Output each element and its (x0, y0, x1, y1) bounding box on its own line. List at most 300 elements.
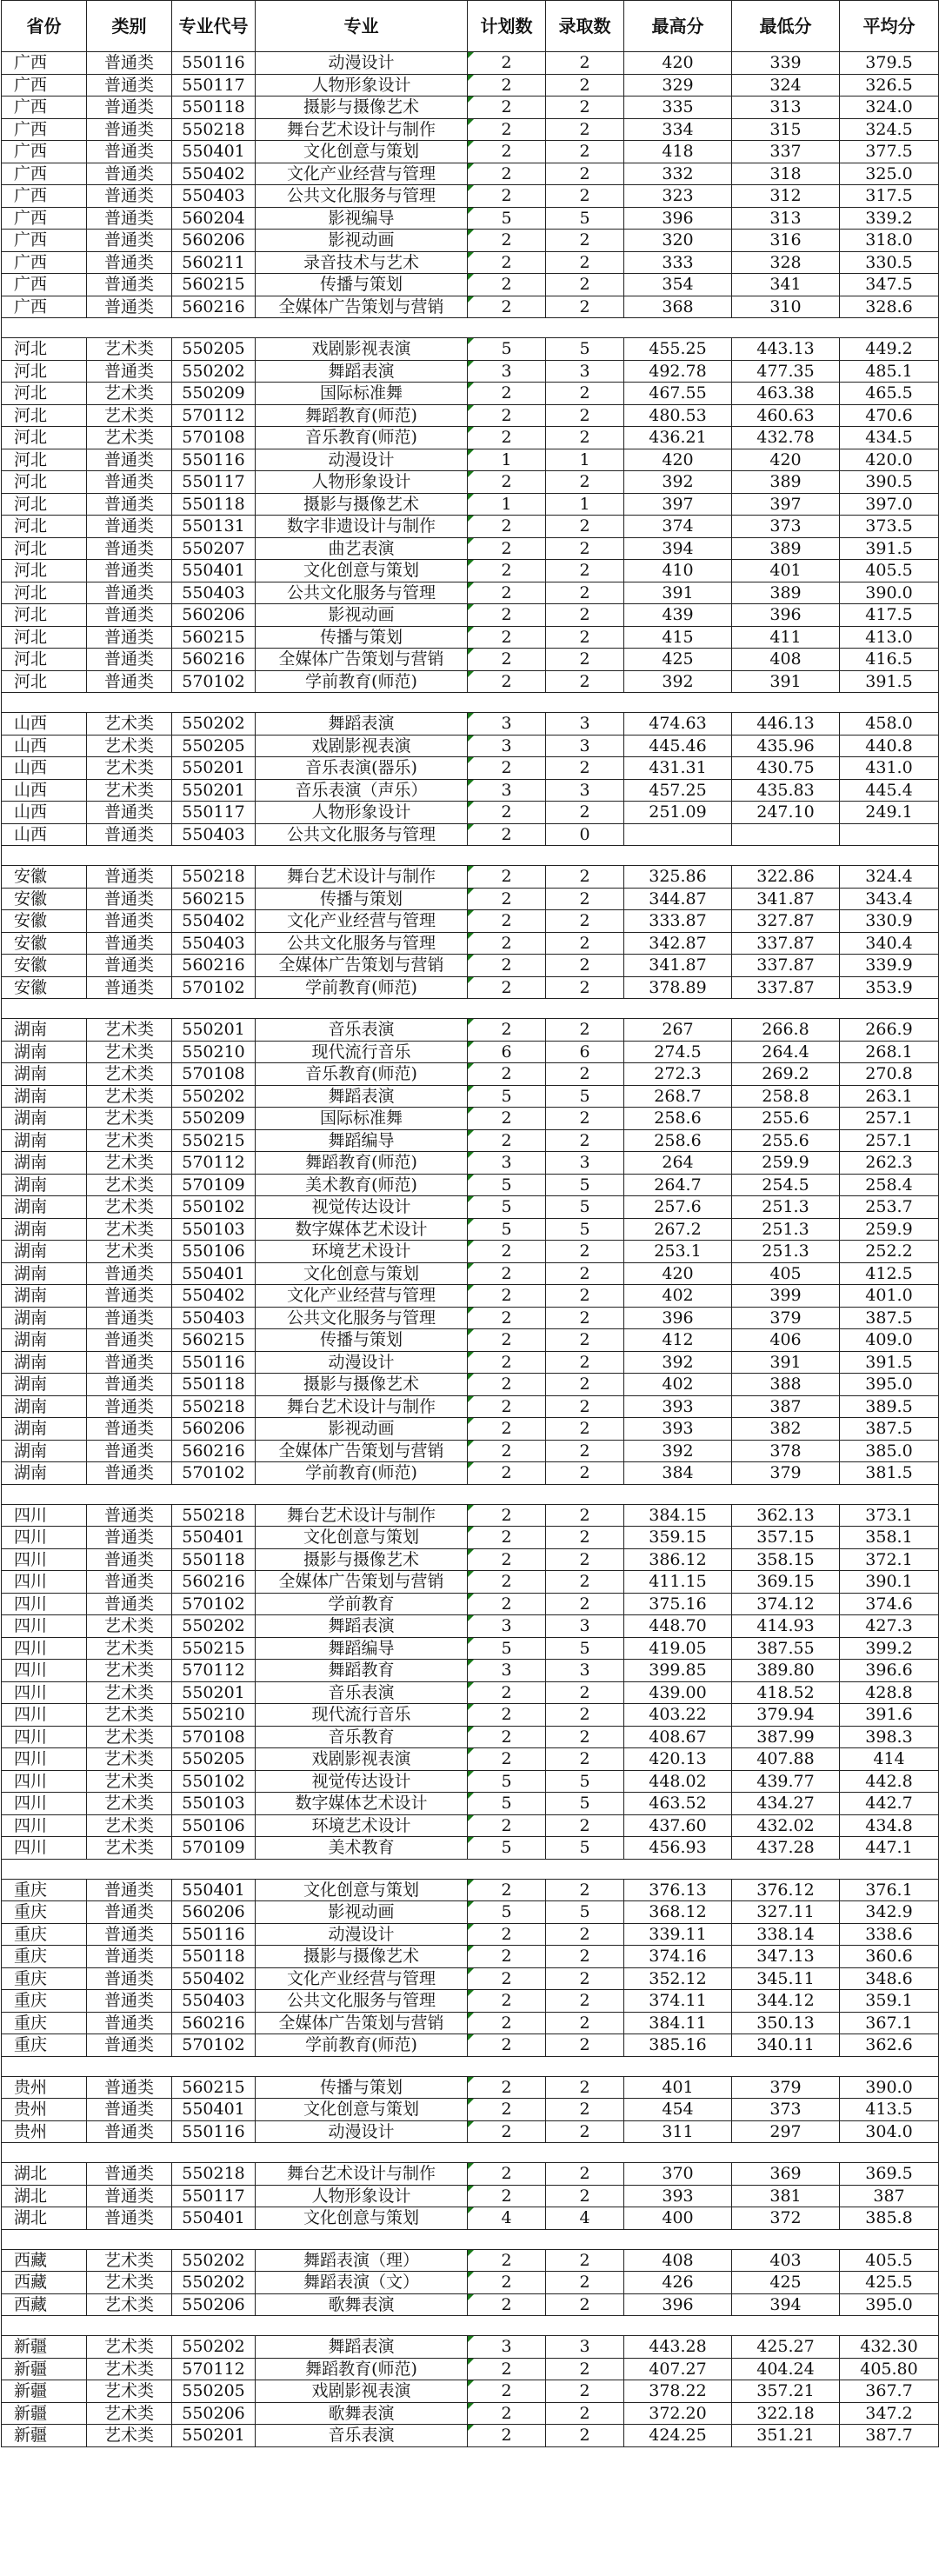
separator-cell (840, 2229, 939, 2249)
table-row (2, 582, 939, 604)
admit-count-cell: 2 (546, 1748, 624, 1771)
plan-count-cell: 2 (468, 383, 546, 405)
table-row (2, 866, 939, 889)
province-cell: 山西 (2, 779, 87, 802)
major-cell: 传播与策划 (256, 274, 468, 296)
avg-score-cell: 360.6 (840, 1946, 939, 1968)
avg-score-cell: 257.1 (840, 1129, 939, 1152)
province-cell: 新疆 (2, 2336, 87, 2359)
major-cell: 学前教育 (256, 1593, 468, 1615)
admit-count-cell: 2 (546, 1285, 624, 1308)
major-cell: 摄影与摄像艺术 (256, 1374, 468, 1396)
major-cell: 全媒体广告策划与营销 (256, 955, 468, 977)
major-cell: 音乐表演 (256, 2425, 468, 2447)
group-separator (2, 846, 939, 866)
min-score-cell: 373 (732, 516, 840, 538)
province-cell: 西藏 (2, 2249, 87, 2272)
category-cell: 艺术类 (87, 1814, 172, 1837)
category-cell: 普通类 (87, 1571, 172, 1594)
admit-count-cell: 2 (546, 163, 624, 185)
province-cell: 新疆 (2, 2402, 87, 2425)
category-cell: 艺术类 (87, 757, 172, 780)
separator-cell (732, 318, 840, 338)
major-code-cell: 550207 (172, 537, 256, 560)
major-cell: 音乐教育 (256, 1726, 468, 1748)
major-cell: 文化创意与策划 (256, 560, 468, 582)
separator-cell (172, 846, 256, 866)
max-score-cell: 267.2 (624, 1218, 732, 1241)
max-score-cell: 384.15 (624, 1504, 732, 1527)
plan-count-cell: 5 (468, 1196, 546, 1219)
admit-count-cell: 2 (546, 2272, 624, 2294)
min-score-cell: 251.3 (732, 1218, 840, 1241)
admit-count-cell: 2 (546, 670, 624, 693)
category-cell: 普通类 (87, 1923, 172, 1946)
major-code-cell: 560215 (172, 274, 256, 296)
category-cell: 普通类 (87, 1395, 172, 1418)
avg-score-cell: 470.6 (840, 404, 939, 427)
separator-cell (2, 1484, 87, 1504)
table-row (2, 230, 939, 252)
admit-count-cell: 2 (546, 2185, 624, 2207)
separator-cell (546, 2316, 624, 2336)
major-code-cell: 550201 (172, 757, 256, 780)
plan-count-cell: 2 (468, 2272, 546, 2294)
avg-score-cell: 330.9 (840, 910, 939, 933)
plan-count-cell: 2 (468, 976, 546, 999)
table-row (2, 1152, 939, 1175)
plan-count-cell: 2 (468, 1726, 546, 1748)
category-cell: 普通类 (87, 2012, 172, 2034)
plan-count-cell: 2 (468, 2099, 546, 2121)
category-cell: 普通类 (87, 185, 172, 208)
plan-count-cell: 2 (468, 1879, 546, 1901)
avg-score-cell: 353.9 (840, 976, 939, 999)
avg-score-cell: 401.0 (840, 1285, 939, 1308)
admit-count-cell: 2 (546, 52, 624, 75)
table-row (2, 1262, 939, 1285)
province-cell: 重庆 (2, 1946, 87, 1968)
max-score-cell: 396 (624, 2293, 732, 2316)
major-code-cell: 550102 (172, 1770, 256, 1793)
major-cell: 文化创意与策划 (256, 1879, 468, 1901)
table-row (2, 1923, 939, 1946)
separator-cell (840, 1484, 939, 1504)
separator-cell (840, 2056, 939, 2076)
table-row (2, 1990, 939, 2013)
avg-score-cell: 449.2 (840, 338, 939, 361)
major-code-cell: 560216 (172, 955, 256, 977)
province-cell: 河北 (2, 493, 87, 516)
separator-cell (87, 693, 172, 713)
min-score-cell: 388 (732, 1374, 840, 1396)
avg-score-cell: 266.9 (840, 1019, 939, 1042)
avg-score-cell: 385.8 (840, 2207, 939, 2230)
table-row (2, 1462, 939, 1485)
province-cell: 湖北 (2, 2163, 87, 2186)
max-score-cell: 368.12 (624, 1901, 732, 1924)
avg-score-cell: 268.1 (840, 1041, 939, 1063)
major-code-cell: 570102 (172, 1462, 256, 1485)
admit-count-cell: 2 (546, 1879, 624, 1901)
min-score-cell: 369 (732, 2163, 840, 2186)
max-score-cell: 437.60 (624, 1814, 732, 1837)
avg-score-cell: 405.5 (840, 2249, 939, 2272)
table-row (2, 802, 939, 824)
province-cell: 山西 (2, 823, 87, 846)
province-cell: 湖南 (2, 1174, 87, 1196)
province-cell: 四川 (2, 1660, 87, 1682)
province-cell: 四川 (2, 1681, 87, 1704)
province-cell: 新疆 (2, 2358, 87, 2380)
province-cell: 湖南 (2, 1440, 87, 1462)
max-score-cell: 400 (624, 2207, 732, 2230)
table-row (2, 910, 939, 933)
plan-count-cell: 2 (468, 1923, 546, 1946)
admit-count-cell: 3 (546, 735, 624, 757)
major-cell: 全媒体广告策划与营销 (256, 1571, 468, 1594)
category-cell: 艺术类 (87, 427, 172, 449)
separator-cell (87, 1484, 172, 1504)
major-cell: 音乐教育(师范) (256, 1063, 468, 1086)
major-code-cell: 550401 (172, 1527, 256, 1549)
major-code-cell: 550209 (172, 1108, 256, 1130)
admit-count-cell: 2 (546, 932, 624, 955)
max-score-cell: 445.46 (624, 735, 732, 757)
province-cell: 河北 (2, 582, 87, 604)
category-cell: 普通类 (87, 1418, 172, 1441)
max-score-cell: 492.78 (624, 360, 732, 383)
major-cell: 数字媒体艺术设计 (256, 1793, 468, 1815)
table-row (2, 74, 939, 97)
major-cell: 摄影与摄像艺术 (256, 1548, 468, 1571)
province-cell: 湖南 (2, 1218, 87, 1241)
avg-score-cell: 324.5 (840, 118, 939, 141)
admit-count-cell: 2 (546, 1814, 624, 1837)
separator-cell (256, 2229, 468, 2249)
major-code-cell: 560216 (172, 1571, 256, 1594)
category-cell: 普通类 (87, 207, 172, 230)
avg-score-cell: 347.5 (840, 274, 939, 296)
plan-count-cell: 2 (468, 670, 546, 693)
table-row (2, 1946, 939, 1968)
table-row (2, 2185, 939, 2207)
min-score-cell: 397 (732, 493, 840, 516)
major-cell: 音乐表演 (256, 1019, 468, 1042)
province-cell: 新疆 (2, 2425, 87, 2447)
admit-count-cell: 2 (546, 1726, 624, 1748)
min-score-cell: 340.11 (732, 2034, 840, 2057)
major-cell: 文化产业经营与管理 (256, 1285, 468, 1308)
avg-score-cell: 372.1 (840, 1548, 939, 1571)
max-score-cell: 375.16 (624, 1593, 732, 1615)
province-cell: 湖南 (2, 1262, 87, 1285)
major-cell: 影视动画 (256, 230, 468, 252)
major-code-cell: 550202 (172, 2249, 256, 2272)
category-cell: 普通类 (87, 449, 172, 471)
separator-cell (87, 999, 172, 1019)
admit-count-cell: 2 (546, 560, 624, 582)
province-cell: 山西 (2, 802, 87, 824)
min-score-cell: 344.12 (732, 1990, 840, 2013)
admit-count-cell: 2 (546, 1063, 624, 1086)
avg-score-cell: 252.2 (840, 1241, 939, 1263)
category-cell: 普通类 (87, 2163, 172, 2186)
province-cell: 河北 (2, 604, 87, 627)
major-code-cell: 550116 (172, 52, 256, 75)
avg-score-cell: 249.1 (840, 802, 939, 824)
plan-count-cell: 1 (468, 493, 546, 516)
group-separator (2, 2056, 939, 2076)
min-score-cell: 394 (732, 2293, 840, 2316)
plan-count-cell: 2 (468, 52, 546, 75)
max-score-cell: 368 (624, 296, 732, 318)
admit-count-cell: 2 (546, 516, 624, 538)
category-cell: 普通类 (87, 1440, 172, 1462)
min-score-cell: 255.6 (732, 1129, 840, 1152)
avg-score-cell: 367.1 (840, 2012, 939, 2034)
province-cell: 广西 (2, 97, 87, 119)
plan-count-cell: 2 (468, 1440, 546, 1462)
table-row (2, 2358, 939, 2380)
separator-cell (172, 2229, 256, 2249)
table-row (2, 493, 939, 516)
plan-count-cell: 2 (468, 604, 546, 627)
plan-count-cell: 2 (468, 823, 546, 846)
category-cell: 艺术类 (87, 1748, 172, 1771)
min-score-cell: 425.27 (732, 2336, 840, 2359)
category-cell: 普通类 (87, 2120, 172, 2143)
category-cell: 艺术类 (87, 1660, 172, 1682)
separator-cell (624, 1859, 732, 1879)
category-cell: 普通类 (87, 230, 172, 252)
max-score-cell: 393 (624, 1418, 732, 1441)
major-code-cell: 550401 (172, 1879, 256, 1901)
category-cell: 艺术类 (87, 2425, 172, 2447)
category-cell: 艺术类 (87, 2336, 172, 2359)
min-score-cell: 425 (732, 2272, 840, 2294)
table-row (2, 1218, 939, 1241)
max-score-cell: 374 (624, 516, 732, 538)
major-cell: 文化创意与策划 (256, 2207, 468, 2230)
avg-score-cell: 417.5 (840, 604, 939, 627)
min-score-cell: 341 (732, 274, 840, 296)
province-cell: 湖南 (2, 1307, 87, 1329)
max-score-cell: 420 (624, 449, 732, 471)
plan-count-cell: 2 (468, 251, 546, 274)
major-code-cell: 550218 (172, 1395, 256, 1418)
avg-score-cell: 342.9 (840, 1901, 939, 1924)
admit-count-cell: 2 (546, 582, 624, 604)
admit-count-cell: 2 (546, 1571, 624, 1594)
admit-count-cell: 2 (546, 2293, 624, 2316)
category-cell: 普通类 (87, 118, 172, 141)
major-cell: 舞台艺术设计与制作 (256, 1395, 468, 1418)
plan-count-cell: 5 (468, 1218, 546, 1241)
plan-count-cell: 2 (468, 537, 546, 560)
max-score-cell: 399.85 (624, 1660, 732, 1682)
major-cell: 舞台艺术设计与制作 (256, 866, 468, 889)
min-score-cell: 315 (732, 118, 840, 141)
major-code-cell: 570112 (172, 1660, 256, 1682)
category-cell: 普通类 (87, 141, 172, 163)
admit-count-cell: 5 (546, 1793, 624, 1815)
admit-count-cell: 2 (546, 1395, 624, 1418)
separator-cell (468, 999, 546, 1019)
province-cell: 湖南 (2, 1063, 87, 1086)
category-cell: 艺术类 (87, 1174, 172, 1196)
admit-count-cell: 2 (546, 404, 624, 427)
min-score-cell: 439.77 (732, 1770, 840, 1793)
max-score-cell: 420 (624, 1262, 732, 1285)
plan-count-cell: 2 (468, 230, 546, 252)
max-score-cell: 418 (624, 141, 732, 163)
major-cell: 影视动画 (256, 1418, 468, 1441)
admit-count-cell: 2 (546, 955, 624, 977)
province-cell: 河北 (2, 404, 87, 427)
max-score-cell: 426 (624, 2272, 732, 2294)
major-code-cell: 550205 (172, 2380, 256, 2403)
avg-score-cell: 434.5 (840, 427, 939, 449)
plan-count-cell: 2 (468, 1548, 546, 1571)
table-row (2, 560, 939, 582)
max-score-cell: 384 (624, 1462, 732, 1485)
category-cell: 艺术类 (87, 1615, 172, 1638)
major-code-cell: 560215 (172, 1329, 256, 1352)
category-cell: 艺术类 (87, 404, 172, 427)
major-code-cell: 550131 (172, 516, 256, 538)
max-score-cell: 474.63 (624, 713, 732, 736)
table-row (2, 251, 939, 274)
min-score-cell: 341.87 (732, 888, 840, 910)
separator-cell (172, 2316, 256, 2336)
min-score-cell: 387.99 (732, 1726, 840, 1748)
province-cell: 湖南 (2, 1129, 87, 1152)
table-row (2, 1329, 939, 1352)
plan-count-cell: 2 (468, 118, 546, 141)
province-cell: 湖南 (2, 1374, 87, 1396)
major-cell: 学前教育(师范) (256, 976, 468, 999)
major-code-cell: 550205 (172, 338, 256, 361)
major-cell: 文化创意与策划 (256, 1262, 468, 1285)
major-cell: 动漫设计 (256, 2120, 468, 2143)
avg-score-cell: 347.2 (840, 2402, 939, 2425)
table-row (2, 1440, 939, 1462)
min-score-cell: 339 (732, 52, 840, 75)
min-score-cell: 374.12 (732, 1593, 840, 1615)
major-code-cell: 550218 (172, 2163, 256, 2186)
province-cell: 河北 (2, 471, 87, 494)
major-cell: 人物形象设计 (256, 2185, 468, 2207)
plan-count-cell: 5 (468, 207, 546, 230)
table-row (2, 1174, 939, 1196)
separator-cell (2, 2143, 87, 2163)
plan-count-cell: 3 (468, 2336, 546, 2359)
province-cell: 河北 (2, 449, 87, 471)
major-cell: 舞蹈表演 (256, 713, 468, 736)
province-cell: 广西 (2, 185, 87, 208)
province-cell: 安徽 (2, 888, 87, 910)
table-row (2, 1704, 939, 1727)
separator-cell (172, 1859, 256, 1879)
min-score-cell: 432.02 (732, 1814, 840, 1837)
min-score-cell: 369.15 (732, 1571, 840, 1594)
admit-count-cell: 2 (546, 2034, 624, 2057)
separator-cell (624, 2143, 732, 2163)
admit-count-cell: 2 (546, 1593, 624, 1615)
min-score-cell: 324 (732, 74, 840, 97)
separator-cell (172, 318, 256, 338)
max-score-cell: 268.7 (624, 1085, 732, 1108)
table-row (2, 207, 939, 230)
avg-score-cell: 465.5 (840, 383, 939, 405)
major-cell: 国际标准舞 (256, 383, 468, 405)
category-cell: 普通类 (87, 2207, 172, 2230)
max-score-cell: 463.52 (624, 1793, 732, 1815)
major-code-cell: 550403 (172, 582, 256, 604)
province-cell: 广西 (2, 52, 87, 75)
separator-cell (468, 2143, 546, 2163)
separator-cell (840, 1859, 939, 1879)
separator-cell (468, 1484, 546, 1504)
major-code-cell: 550116 (172, 1923, 256, 1946)
admit-count-cell: 2 (546, 97, 624, 119)
province-cell: 四川 (2, 1814, 87, 1837)
max-score-cell: 392 (624, 471, 732, 494)
min-score-cell: 347.13 (732, 1946, 840, 1968)
province-cell: 四川 (2, 1770, 87, 1793)
min-score-cell: 477.35 (732, 360, 840, 383)
admit-count-cell: 2 (546, 1990, 624, 2013)
admit-count-cell: 2 (546, 1923, 624, 1946)
major-code-cell: 550103 (172, 1218, 256, 1241)
table-row (2, 2425, 939, 2447)
category-cell: 普通类 (87, 2099, 172, 2121)
category-cell: 艺术类 (87, 779, 172, 802)
major-code-cell: 550202 (172, 2272, 256, 2294)
admit-count-cell: 4 (546, 2207, 624, 2230)
separator-cell (732, 1484, 840, 1504)
separator-cell (256, 2056, 468, 2076)
major-code-cell: 550117 (172, 802, 256, 824)
plan-count-cell: 5 (468, 1837, 546, 1860)
plan-count-cell: 2 (468, 74, 546, 97)
table-row (2, 1395, 939, 1418)
min-score-cell: 379 (732, 2076, 840, 2099)
max-score-cell: 454 (624, 2099, 732, 2121)
min-score-cell: 463.38 (732, 383, 840, 405)
province-cell: 山西 (2, 757, 87, 780)
province-cell: 四川 (2, 1704, 87, 1727)
plan-count-cell: 2 (468, 97, 546, 119)
major-cell: 舞蹈教育 (256, 1660, 468, 1682)
major-cell: 公共文化服务与管理 (256, 185, 468, 208)
admit-count-cell: 2 (546, 1129, 624, 1152)
table-row (2, 52, 939, 75)
separator-cell (256, 2316, 468, 2336)
major-code-cell: 550205 (172, 735, 256, 757)
avg-score-cell: 389.5 (840, 1395, 939, 1418)
major-code-cell: 570108 (172, 427, 256, 449)
admit-count-cell: 2 (546, 757, 624, 780)
category-cell: 普通类 (87, 1329, 172, 1352)
admit-count-cell: 2 (546, 2425, 624, 2447)
category-cell: 普通类 (87, 296, 172, 318)
avg-score-cell: 390.1 (840, 1571, 939, 1594)
separator-cell (256, 1484, 468, 1504)
max-score-cell: 341.87 (624, 955, 732, 977)
major-cell: 舞蹈教育(师范) (256, 404, 468, 427)
